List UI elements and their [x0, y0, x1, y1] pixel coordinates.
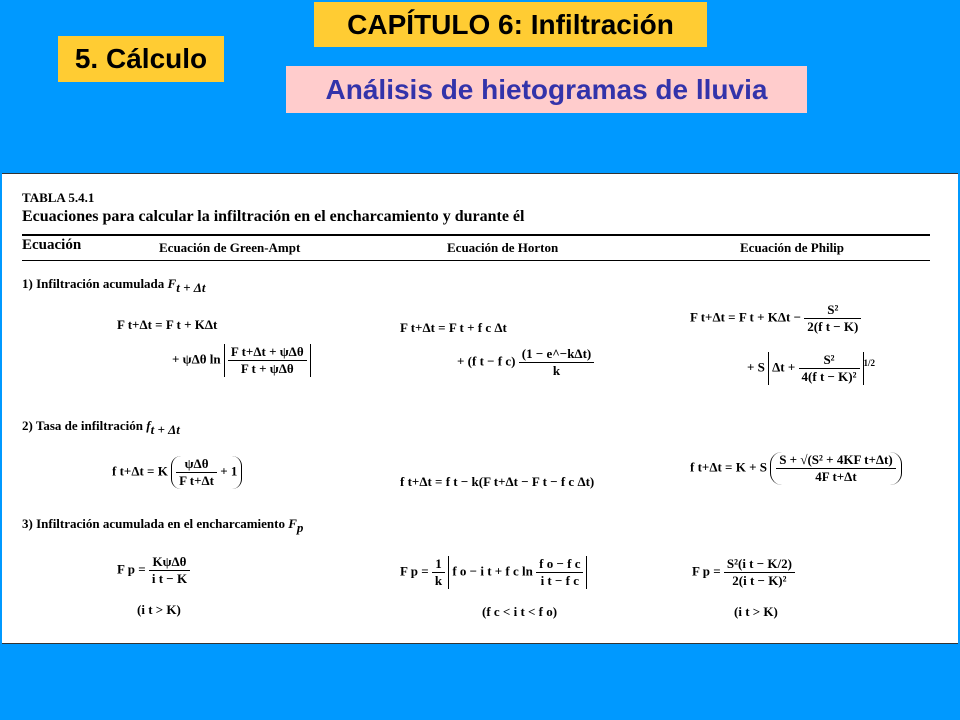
philip-cumulative-line2: + S Δt + $\frac{\text{S²}}{\text{4(f t − K)²}}$ $^{1/2}$ — [747, 352, 876, 384]
green-ampt-condition: (i t > K) — [137, 602, 181, 617]
horton-cumulative-line2: + (f t − f c) $\frac{\text{(1 − e\textasciicircum{}−kΔt)}}{k}$ — [457, 346, 594, 379]
col-equation: Ecuación — [22, 237, 82, 253]
horton-ponding: F p = $\frac{1}{k}$ f o − i t + f c ln $\frac{\text{f o − f c}}{\text{i t − f c}}$ — [400, 556, 587, 589]
philip-rate: f t+Δt = K + S $\frac{\text{S + √(S² + 4KF t+Δt)}}{\text{4F t+Δt}}$ — [690, 452, 902, 485]
divider — [22, 260, 930, 261]
horton-cumulative-line1: F t+Δt = F t + f c Δt — [400, 320, 507, 335]
equations-table — [2, 173, 958, 644]
col-green-ampt: Ecuación de Green-Ampt — [159, 240, 301, 255]
row-infiltration-rate: 2) Tasa de infiltración $f_{t + \Delta t}$ — [22, 418, 180, 437]
table-number: TABLA 5.4.1 — [22, 190, 95, 205]
green-ampt-cumulative-line2: + ψΔθ ln $\frac{\text{F t+Δt + ψΔθ}}{\text{F t + ψΔθ}}$ — [172, 344, 311, 377]
green-ampt-rate: f t+Δt = K $\frac{\text{ψΔθ}}{\text{F t+Δt}}$ + 1 — [112, 456, 242, 489]
row-ponding-infiltration: 3) Infiltración acumulada en el encharcamiento $F_p$ — [22, 516, 304, 535]
divider — [22, 234, 930, 236]
green-ampt-cumulative-line1: F t+Δt = F t + KΔt — [117, 317, 218, 332]
philip-condition: (i t > K) — [734, 604, 778, 619]
chapter-title: CAPÍTULO 6: Infiltración — [314, 2, 707, 47]
col-philip: Ecuación de Philip — [740, 240, 845, 255]
slide-subtitle: Análisis de hietogramas de lluvia — [286, 66, 807, 113]
green-ampt-ponding: F p = $\frac{\text{KψΔθ}}{\text{i t − K}}$ — [117, 554, 190, 587]
row-cumulative-infiltration: 1) Infiltración acumulada $F_{t + \Delta t}$ — [22, 276, 206, 295]
table-title: Ecuaciones para calcular la infiltración en el encharcamiento y durante él — [22, 208, 525, 225]
philip-ponding: F p = $\frac{\text{S²(i t − K/2)}}{\text{2(i t − K)²}}$ — [692, 556, 795, 589]
horton-rate: f t+Δt = f t − k(F t+Δt − F t − f c Δt) — [400, 474, 595, 489]
philip-cumulative-line1: F t+Δt = F t + KΔt − $\frac{\text{S²}}{\text{2(f t − K)}}$ — [690, 302, 861, 335]
col-horton: Ecuación de Horton — [447, 240, 559, 255]
section-title: 5. Cálculo — [58, 36, 224, 82]
horton-condition: (f c < i t < f o) — [482, 604, 558, 619]
